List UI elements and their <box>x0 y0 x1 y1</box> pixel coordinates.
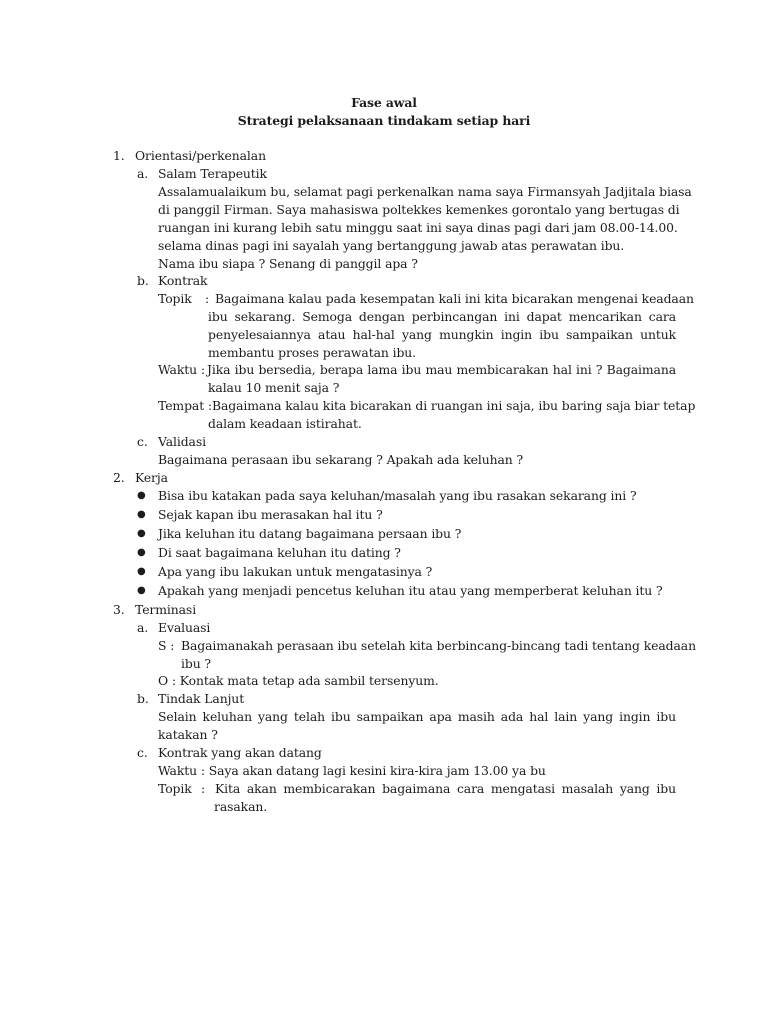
salam-line: Nama ibu siapa ? Senang di panggil apa ? <box>158 256 418 271</box>
kerja-item: Apa yang ibu lakukan untuk mengatasinya ? <box>158 564 433 579</box>
section-3-title: Terminasi <box>135 602 197 617</box>
kerja-item: Bisa ibu katakan pada saya keluhan/masalah yang ibu rasakan sekarang ini ? <box>158 488 637 503</box>
document-subtitle: Strategi pelaksanaan tindakam setiap hari <box>237 113 531 128</box>
section-2-number: 2. <box>113 470 125 485</box>
bullet-icon: ● <box>137 547 146 558</box>
subsection-a-label: a. <box>137 166 149 181</box>
topik-line: Kita akan membicarakan bagaimana cara mengatasi masalah yang ibu <box>215 781 676 796</box>
kerja-item: Di saat bagaimana keluhan itu dating ? <box>158 545 401 560</box>
tempat-line: Bagaimana kalau kita bicarakan di ruangan ini saja, ibu baring saja biar tetap <box>212 398 696 413</box>
kerja-item: Apakah yang menjadi pencetus keluhan itu atau yang memperberat keluhan itu ? <box>158 583 663 598</box>
subsection-b-title: Kontrak <box>158 273 208 288</box>
topik-line: membantu proses perawatan ibu. <box>208 345 416 360</box>
s-line: Bagaimanakah perasaan ibu setelah kita berbincang-bincang tadi tentang keadaan <box>181 638 696 653</box>
kerja-item: Jika keluhan itu datang bagaimana persaan ibu ? <box>158 526 462 541</box>
topik-line: Bagaimana kalau pada kesempatan kali ini kita bicarakan mengenai keadaan <box>215 291 694 306</box>
topik-line: rasakan. <box>214 799 268 814</box>
salam-line: Assalamualaikum bu, selamat pagi perkenalkan nama saya Firmansyah Jadjitala biasa <box>158 184 692 199</box>
bullet-icon: ● <box>137 528 146 539</box>
bullet-icon: ● <box>137 509 146 520</box>
subsection-c-title: Validasi <box>158 434 206 449</box>
subsection-c-label: c. <box>137 434 148 449</box>
waktu-line: kalau 10 menit saja ? <box>208 380 340 395</box>
tindak-lanjut-line: katakan ? <box>158 727 218 742</box>
bullet-icon: ● <box>137 566 146 577</box>
topik-line: penyelesaiannya atau hal-hal yang mungkin ingin ibu sampaikan untuk <box>208 327 676 342</box>
topik-label: Topik <box>158 291 192 306</box>
subsection-b-label: b. <box>137 691 149 706</box>
topik-colon: : <box>205 291 210 306</box>
subsection-a-label: a. <box>137 620 149 635</box>
section-1-number: 1. <box>113 148 125 163</box>
subsection-b-label: b. <box>137 273 149 288</box>
s-line: ibu ? <box>181 656 211 671</box>
waktu-label: Waktu : <box>158 362 205 377</box>
validasi-text: Bagaimana perasaan ibu sekarang ? Apakah ada keluhan ? <box>158 452 524 467</box>
salam-line: selama dinas pagi ini sayalah yang bertanggung jawab atas perawatan ibu. <box>158 238 625 253</box>
waktu-line: Jika ibu bersedia, berapa lama ibu mau membicarakan hal ini ? Bagaimana <box>207 362 676 377</box>
subsection-b-title: Tindak Lanjut <box>158 691 245 706</box>
salam-line: ruangan ini kurang lebih satu minggu saat ini saya dinas pagi dari jam 08.00-14.00. <box>158 220 678 235</box>
topik-line: ibu sekarang. Semoga dengan perbincangan ini dapat mencarikan cara <box>208 309 676 324</box>
section-2-title: Kerja <box>135 470 168 485</box>
subsection-c-title: Kontrak yang akan datang <box>158 745 322 760</box>
bullet-icon: ● <box>137 585 146 596</box>
tempat-line: dalam keadaan istirahat. <box>208 416 362 431</box>
topik-label: Topik <box>158 781 192 796</box>
document-title: Fase awal <box>351 95 417 110</box>
section-1-title: Orientasi/perkenalan <box>135 148 266 163</box>
tindak-lanjut-line: Selain keluhan yang telah ibu sampaikan apa masih ada hal lain yang ingin ibu <box>158 709 676 724</box>
bullet-icon: ● <box>137 490 146 501</box>
tempat-label: Tempat : <box>158 398 212 413</box>
subsection-c-label: c. <box>137 745 148 760</box>
s-label: S : <box>158 638 175 653</box>
salam-line: di panggil Firman. Saya mahasiswa poltekkes kemenkes gorontalo yang bertugas di <box>158 202 680 217</box>
subsection-a-title: Salam Terapeutik <box>158 166 267 181</box>
subsection-a-title: Evaluasi <box>158 620 211 635</box>
topik-colon: : <box>201 781 206 796</box>
o-line: O : Kontak mata tetap ada sambil tersenyum. <box>158 673 439 688</box>
section-3-number: 3. <box>113 602 125 617</box>
waktu-line: Waktu : Saya akan datang lagi kesini kira-kira jam 13.00 ya bu <box>158 763 546 778</box>
kerja-item: Sejak kapan ibu merasakan hal itu ? <box>158 507 383 522</box>
